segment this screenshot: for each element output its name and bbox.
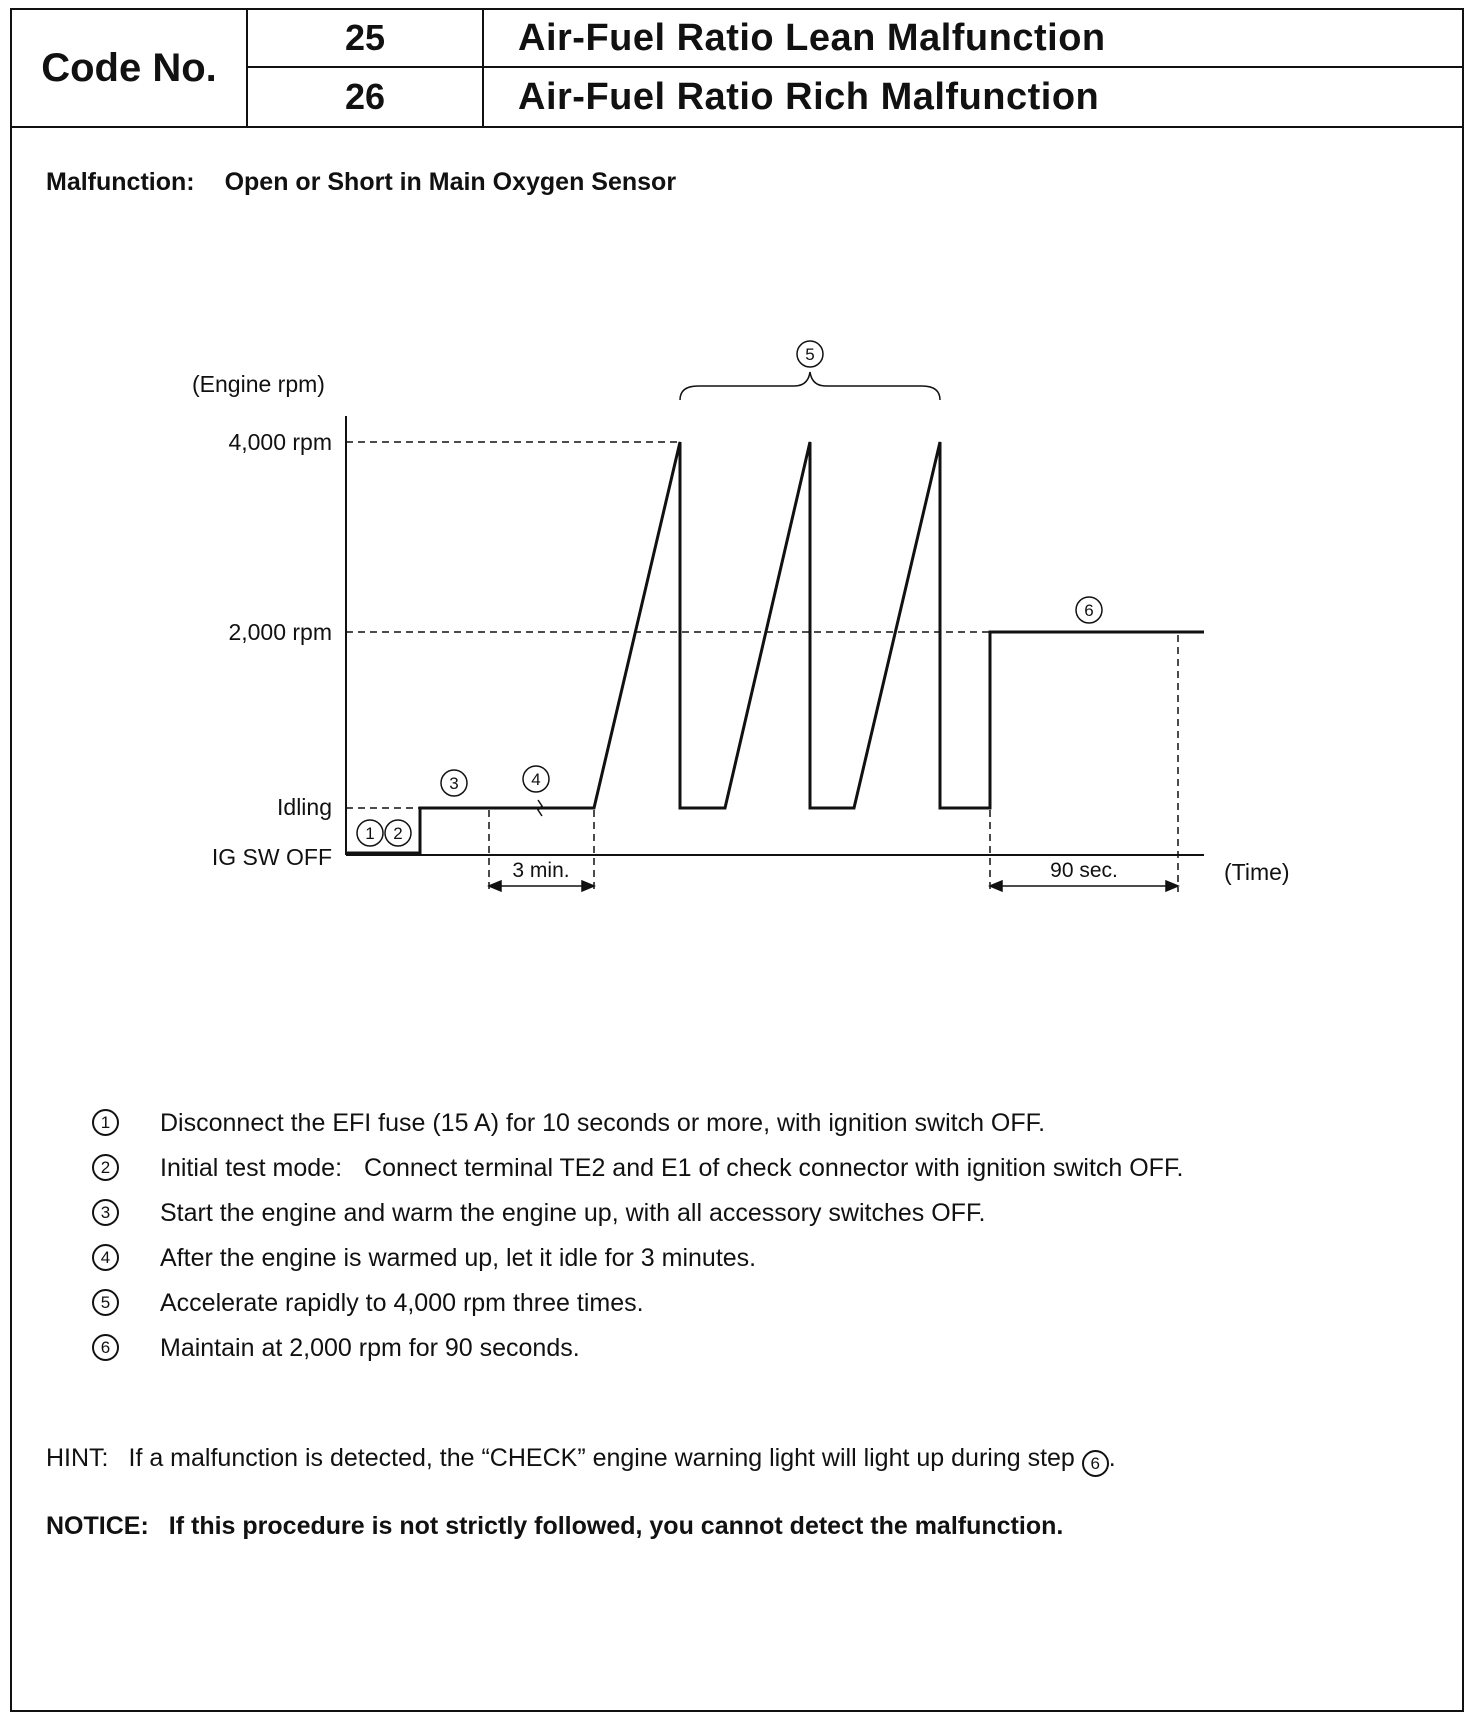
duration-90sec: 90 sec. [1050, 859, 1118, 882]
y-tick-ig-sw-off: IG SW OFF [211, 844, 332, 870]
arrowhead-left [990, 881, 1002, 891]
step-item [92, 1153, 1412, 1184]
step-marker-4: 4 [531, 770, 541, 789]
arrowhead-right [1166, 881, 1178, 891]
arrowhead-right [582, 881, 594, 891]
step-item [92, 1288, 1412, 1319]
code-title: Air-Fuel Ratio Lean Malfunction [518, 16, 1106, 59]
hint-text: If a malfunction is detected, the “CHECK” engine warning light will light up during step [128, 1444, 1075, 1472]
step-marker-6: 6 [1084, 601, 1094, 620]
step-text: Start the engine and warm the engine up, with all accessory switches OFF. [160, 1199, 986, 1227]
step-number: 3 [92, 1199, 119, 1226]
step-item [92, 1333, 1412, 1364]
page-frame [10, 8, 1464, 1712]
step-number: 1 [92, 1109, 119, 1136]
y-tick-2000: 2,000 rpm [228, 619, 332, 645]
step-number: 6 [92, 1334, 119, 1361]
rpm-trace-line [346, 442, 1204, 853]
code-number: 26 [248, 68, 484, 126]
step-text: Disconnect the EFI fuse (15 A) for 10 seconds or more, with ignition switch OFF. [160, 1109, 1046, 1137]
y-axis-label: (Engine rpm) [192, 371, 325, 397]
step5-brace [680, 372, 940, 400]
step-text: Maintain at 2,000 rpm for 90 seconds. [160, 1334, 580, 1362]
arrowhead-left [489, 881, 501, 891]
notice-text: If this procedure is not strictly followed, you cannot detect the malfunction. [168, 1512, 1064, 1540]
step-marker-1: 1 [365, 824, 375, 843]
step-marker-5: 5 [805, 345, 815, 364]
step-text: Accelerate rapidly to 4,000 rpm three times. [160, 1289, 644, 1317]
rpm-time-chart [12, 10, 1462, 1010]
notice-label: NOTICE: [46, 1512, 149, 1540]
step-item [92, 1243, 1412, 1274]
code-title: Air-Fuel Ratio Rich Malfunction [518, 75, 1100, 118]
y-tick-4000: 4,000 rpm [228, 429, 332, 455]
step-marker-2: 2 [393, 824, 403, 843]
step-number: 2 [92, 1154, 119, 1181]
hint-end: . [1108, 1444, 1116, 1472]
step-label: Initial test mode: [160, 1154, 343, 1182]
y-tick-idling: Idling [277, 794, 332, 820]
hint-label: HINT: [46, 1444, 109, 1472]
step-text: Connect terminal TE2 and E1 of check connector with ignition switch OFF. [364, 1154, 1184, 1182]
step-item [92, 1108, 1412, 1139]
code-number: 25 [248, 10, 484, 66]
hint-line [46, 1444, 1116, 1477]
step-number: 4 [92, 1244, 119, 1271]
duration-3min: 3 min. [512, 859, 570, 882]
notice-line [46, 1512, 1063, 1541]
step-number: 5 [92, 1289, 119, 1316]
hint-step-ref: 6 [1082, 1450, 1109, 1477]
step-list [92, 1108, 1412, 1378]
x-axis-label: (Time) [1224, 859, 1290, 885]
step-item [92, 1198, 1412, 1229]
step-marker-3: 3 [449, 774, 459, 793]
malfunction-value: Open or Short in Main Oxygen Sensor [224, 168, 677, 196]
code-label: Code No. [12, 10, 248, 126]
malfunction-label: Malfunction: [46, 168, 195, 196]
step-text: After the engine is warmed up, let it idle for 3 minutes. [160, 1244, 757, 1272]
